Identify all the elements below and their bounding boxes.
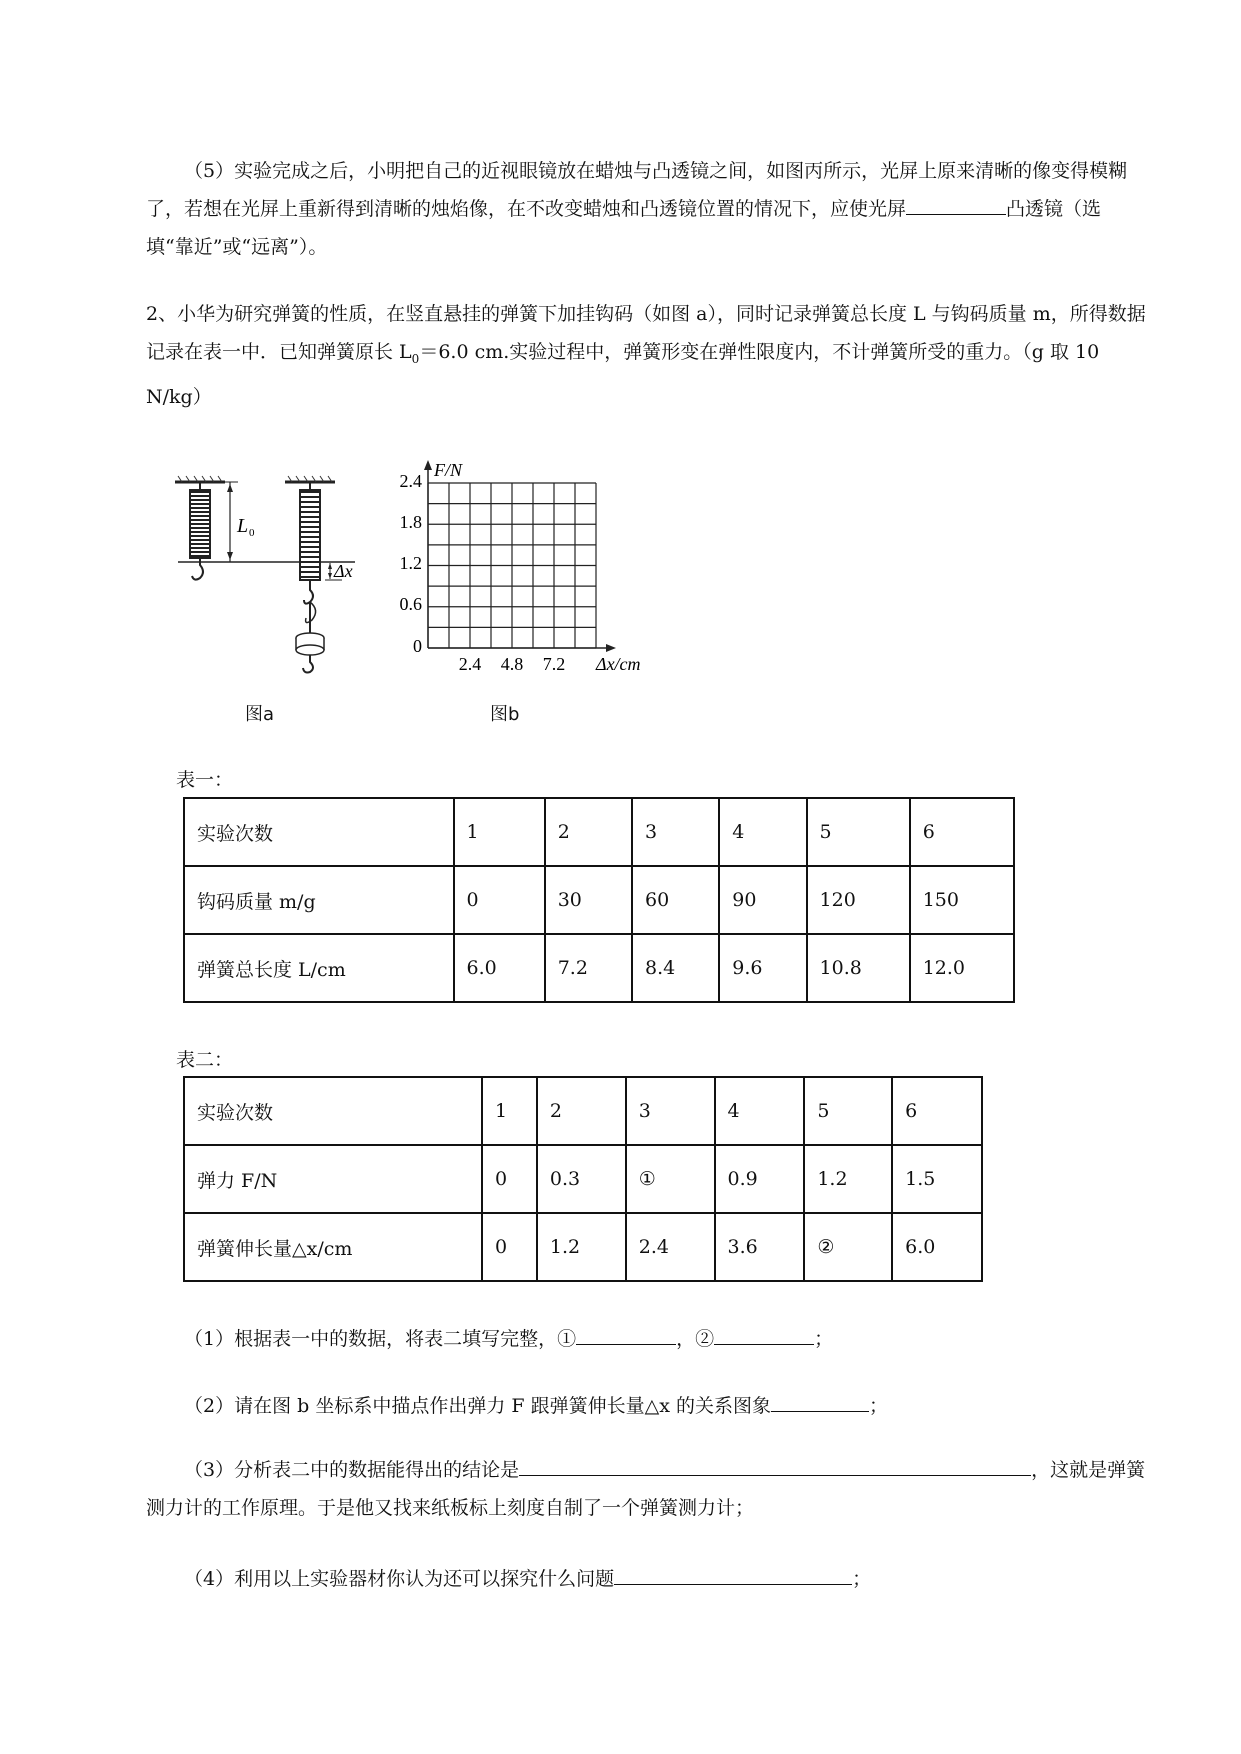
q4-text-b: ； (852, 1568, 872, 1590)
q2-intro-subscript: 0 (411, 351, 420, 366)
table1-label: 表一： (176, 769, 234, 791)
q5-answer-blank[interactable] (906, 192, 1006, 215)
q2-intro-text-2: ＝6.0 cm.实验过程中，弹簧形变在弹性限度内，不计弹簧所受的重力。（g 取 10 N/kg） (146, 341, 1100, 408)
table-cell: 6 (892, 1077, 982, 1145)
y-axis-label: F/N (434, 460, 463, 480)
table-cell: 4 (715, 1077, 805, 1145)
label-L0-sub: 0 (249, 527, 255, 539)
figure-b-caption: 图b (490, 704, 520, 725)
figure-b (390, 458, 660, 680)
table-cell: 6.0 (454, 934, 545, 1002)
label-L0: L (237, 515, 249, 537)
y-tick-label: 2.4 (399, 471, 422, 491)
table-cell: 12.0 (910, 934, 1014, 1002)
q5-text: （5）实验完成之后，小明把自己的近视眼镜放在蜡烛与凸透镜之间，如图丙所示，光屏上原来清晰的像变得模糊了，若想在光屏上重新得到清晰的烛焰像，在不改变蜡烛和凸透镜位置的情况下，应使光屏 (146, 160, 1128, 220)
q1-text-b: ，② (676, 1328, 715, 1350)
table-cell: 3.6 (715, 1213, 805, 1281)
x-axis-label: Δx/cm (596, 654, 641, 674)
table-cell: 0.9 (715, 1145, 805, 1213)
q5-paragraph (146, 152, 1146, 266)
table-cell: 0 (482, 1145, 537, 1213)
q1-blank-2[interactable] (714, 1322, 814, 1345)
table-cell: 2.4 (626, 1213, 715, 1281)
table-cell: 2 (545, 798, 632, 866)
table-cell: 5 (807, 798, 910, 866)
figure-a (170, 470, 380, 680)
table-cell: 1 (482, 1077, 537, 1145)
row-header-cell: 弹力 F/N (184, 1145, 482, 1213)
y-tick-label: 1.8 (399, 512, 422, 532)
table-cell: 7.2 (545, 934, 632, 1002)
y-tick-label: 1.2 (399, 553, 422, 573)
row-header-cell: 实验次数 (184, 1077, 482, 1145)
table-cell: 30 (545, 866, 632, 934)
table-cell: 6 (910, 798, 1014, 866)
row-header-cell: 弹簧总长度 L/cm (184, 934, 454, 1002)
q4-text: （4）利用以上实验器材你认为还可以探究什么问题 (184, 1568, 615, 1590)
table-row (184, 1145, 982, 1213)
table1 (183, 797, 1015, 1003)
row-header-cell: 弹簧伸长量△x/cm (184, 1213, 482, 1281)
x-tick-label: 2.4 (458, 654, 482, 674)
q2-text-b: ； (868, 1395, 888, 1417)
table-cell: 1.5 (892, 1145, 982, 1213)
table2-label: 表二： (176, 1049, 234, 1071)
figure-b-grid (428, 483, 596, 648)
table-cell: 8.4 (632, 934, 719, 1002)
q3-blank[interactable] (519, 1453, 1031, 1476)
q1-text-c: ； (814, 1328, 834, 1350)
figure-a-caption: 图a (245, 704, 275, 725)
table-cell: 150 (910, 866, 1014, 934)
y-tick-label: 0.6 (399, 594, 422, 614)
q4-blank[interactable] (614, 1562, 852, 1585)
table2 (183, 1076, 983, 1282)
table-row (184, 1213, 982, 1281)
table-cell: 2 (537, 1077, 626, 1145)
sub-question-1 (146, 1320, 1146, 1358)
table-cell: 90 (719, 866, 806, 934)
sub-question-4 (146, 1560, 1146, 1598)
table-cell: 60 (632, 866, 719, 934)
table-row (184, 1077, 982, 1145)
q5-text-after: 凸透镜（选填“靠近”或“远离”）。 (146, 198, 1102, 258)
table-cell: 6.0 (892, 1213, 982, 1281)
x-tick-label: 4.8 (500, 654, 524, 674)
q2-blank[interactable] (771, 1389, 869, 1412)
table-cell: 3 (632, 798, 719, 866)
q3-text-b: ，这就是弹簧测力计的工作原理。于是他又找来纸板标上刻度自制了一个弹簧测力计； (146, 1459, 1146, 1519)
table-cell: 120 (807, 866, 910, 934)
table-cell: 4 (719, 798, 806, 866)
table-cell: ② (804, 1213, 892, 1281)
table-cell: 3 (626, 1077, 715, 1145)
row-header-cell: 钩码质量 m/g (184, 866, 454, 934)
y-tick-label: 0 (413, 636, 422, 656)
q2-intro (146, 295, 1146, 416)
table-cell: 5 (804, 1077, 892, 1145)
q3-text: （3）分析表二中的数据能得出的结论是 (184, 1459, 520, 1481)
table-cell: 1 (454, 798, 545, 866)
table-row (184, 866, 1014, 934)
q1-blank-1[interactable] (576, 1322, 676, 1345)
row-header-cell: 实验次数 (184, 798, 454, 866)
q2-text: （2）请在图 b 坐标系中描点作出弹力 F 跟弹簧伸长量△x 的关系图象 (184, 1395, 771, 1417)
q2-intro-text: 2、小华为研究弹簧的性质，在竖直悬挂的弹簧下加挂钩码（如图 a），同时记录弹簧总长度 L 与钩码质量 m，所得数据记录在表一中．已知弹簧原长 L (146, 303, 1146, 363)
table-cell: 0 (482, 1213, 537, 1281)
table-row (184, 934, 1014, 1002)
table-cell: 1.2 (537, 1213, 626, 1281)
table-cell: 0.3 (537, 1145, 626, 1213)
table-cell: 1.2 (804, 1145, 892, 1213)
x-tick-label: 7.2 (542, 654, 566, 674)
label-dx: Δx (334, 561, 353, 581)
table-cell: 0 (454, 866, 545, 934)
table-cell: 9.6 (719, 934, 806, 1002)
sub-question-2 (146, 1387, 1146, 1425)
q1-text: （1）根据表一中的数据，将表二填写完整，① (184, 1328, 577, 1350)
table-cell: ① (626, 1145, 715, 1213)
table-cell: 10.8 (807, 934, 910, 1002)
sub-question-3 (146, 1451, 1146, 1527)
table-row (184, 798, 1014, 866)
